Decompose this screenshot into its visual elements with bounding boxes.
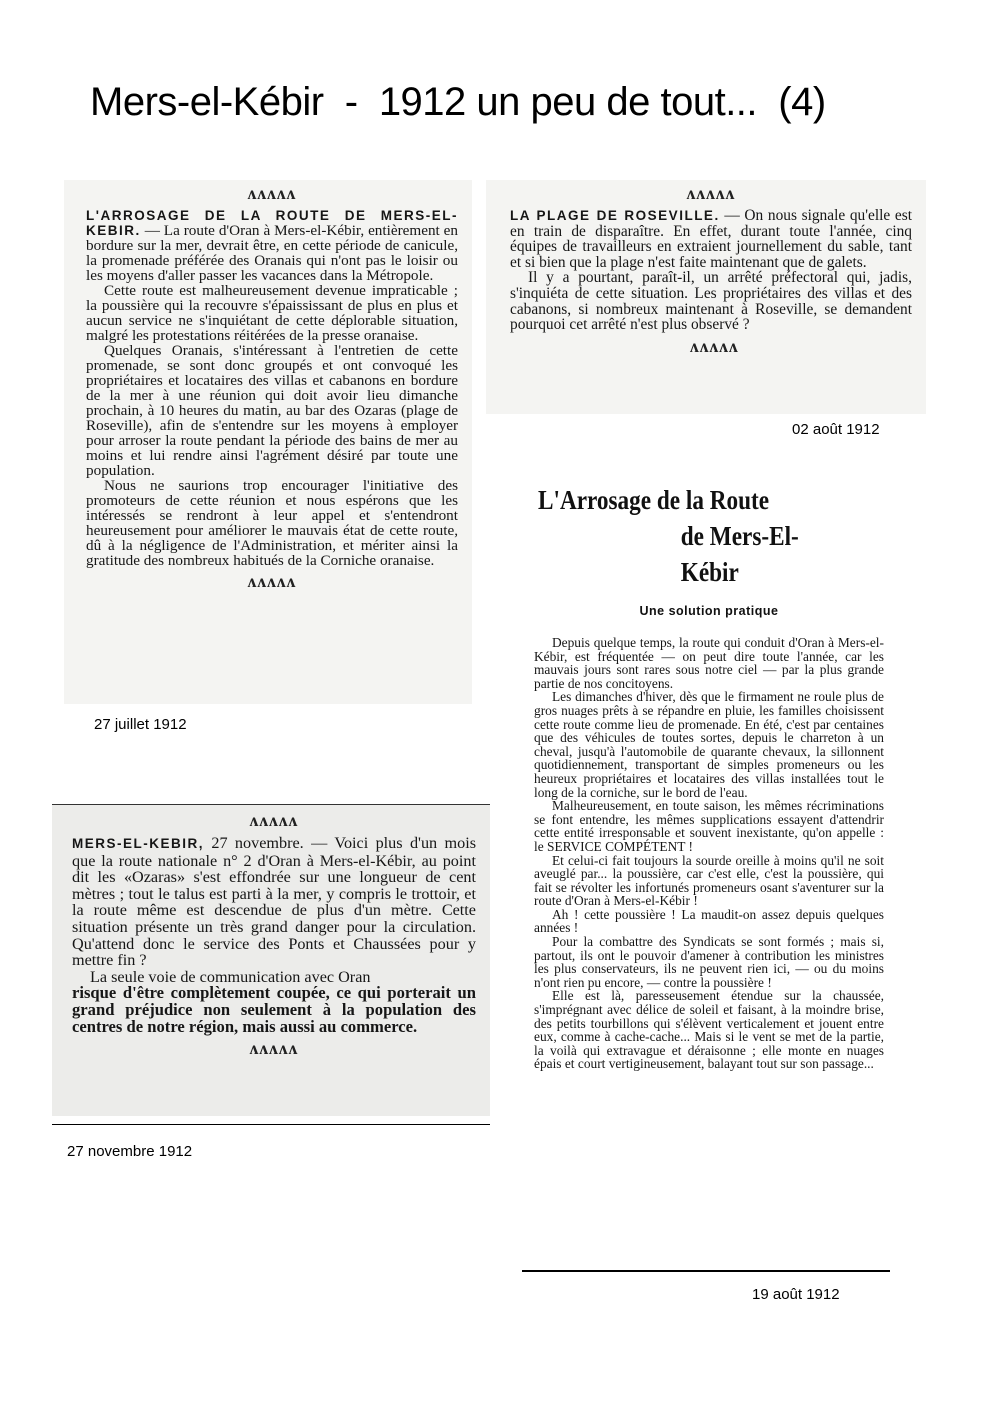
article-paragraph: Les dimanches d'hiver, dès que le firmament ne roule plus de gros nuages prêts à se répandre en pluie, les familles choisissent cette route comme lieu de promenade. En été, c'est par centaines que des véhicules de toutes sortes, depuis le charreton à un cheval, jusqu'à l'automobile de quarante chevaux, la sillonnent quotidiennement, transportant de simples promeneurs ou les heureux propriétaires et locataires des villas installées tout le long de la corniche, sur le bord de l'eau. bbox=[534, 689, 884, 800]
headline-line-2: de Mers-El-Kébir bbox=[680, 521, 799, 587]
date-caption: 19 août 1912 bbox=[752, 1286, 840, 1303]
divider bbox=[52, 1124, 490, 1125]
article-paragraph: MERS-EL-KEBIR, 27 novembre. — Voici plus d'un mois que la route nationale n° 2 d'Oran à Mers-el-Kébir, au point dit les «Ozaras» s'est effondrée sur une longueur de cent mètres ; tout le talus est parti à la mer, y compris le trottoir, et la route même est descendue de plus d'un mètre. Cette situation présente un très grand danger pour la circulation. Qu'attend donc le service des Ponts et Chaussées pour y mettre fin ? bbox=[72, 834, 476, 970]
ornament: ᴧᴧᴧᴧᴧ bbox=[686, 183, 736, 203]
article-body bbox=[534, 636, 884, 1071]
article-body bbox=[72, 835, 476, 1035]
article-body bbox=[510, 208, 912, 333]
ornament: ᴧᴧᴧᴧᴧ bbox=[247, 183, 297, 203]
article-paragraph: Nous ne saurions trop encourager l'initiative des promoteurs de cette réunion et nous espérons que les intéressés se rendront à leur appel et s'entendront heureusement pour améliorer le mauvais état de cette route, dû à la négligence de l'Administration, et mériter ainsi la gratitude des nombreux habitués de la Corniche oranaise. bbox=[86, 477, 458, 569]
headline-line-1: L'Arrosage de la Route bbox=[538, 485, 770, 515]
article-heading: L'ARROSAGE DE LA ROUTE DE MERS-EL-KEBIR. bbox=[86, 208, 458, 238]
date-caption: 02 août 1912 bbox=[792, 421, 880, 438]
article-paragraph: L'ARROSAGE DE LA ROUTE DE MERS-EL-KEBIR. — La route d'Oran à Mers-el-Kébir, entièrement en bordure sur la mer, devrait être, en cette période de canicule, la promenade préférée des Oranais qui n'ont pas le loisir ou les moyens d'aller passer les vacances dans la Métropole. bbox=[86, 208, 459, 284]
date-caption: 27 novembre 1912 bbox=[67, 1143, 193, 1160]
date-caption: 27 juillet 1912 bbox=[94, 716, 187, 733]
article-paragraph: Depuis quelque temps, la route qui conduit d'Oran à Mers-el-Kébir, est fréquentée — on peut dire toute l'année, car les mauvais jours sont rares sous notre ciel — par la plus grande partie de nos concitoyens. bbox=[534, 635, 884, 691]
clipping-arrosage-solution bbox=[522, 460, 890, 1272]
article-paragraph: Malheureusement, en toute saison, les mêmes récriminations se font entendre, les mêmes supplications essayent d'attendrir cette entité irresponsable et souvent inexistante, qu'on appelle : le SERVICE COMPÉTENT ! bbox=[534, 798, 884, 854]
article-paragraph: LA PLAGE DE ROSEVILLE. — On nous signale qu'elle est en train de disparaître. En effet, durant toute l'année, cinq équipes de travailleurs en extraient journellement du sable, tant et si bien que la plage n'est faite maintenant que de galets. bbox=[510, 207, 912, 271]
clipping-arrosage-route bbox=[64, 180, 472, 704]
article-paragraph: Elle est là, paresseusement étendue sur la chaussée, s'imprégnant avec délice de soleil et faisant, à la moindre brise, des petits tourbillons qui s'élèvent verticalement et jouent entre eux, comme à cache-cache... Mais si le vent se met de la partie, la voilà qui extravague et déraisonne ; elle monte en nuages épais et court vertigineusement, balayant tout sur son passage... bbox=[534, 988, 884, 1072]
headline bbox=[534, 482, 884, 590]
subheadline: Une solution pratique bbox=[639, 604, 779, 618]
article-paragraph: Quelques Oranais, s'intéressant à l'entretien de cette promenade, se sont donc groupés et ont convoqué les propriétaires et locataires des villas et cabanons en bordure de la mer à une réunion qui doit avoir lieu dimanche prochain, à 10 heures du matin, au bar des Ozaras (plage de Roseville), afin de s'entendre sur les moyens à employer pour arroser la route pendant la période des bains de mer au moins et lui rendre ainsi l'agrément désiré par toute une population. bbox=[86, 342, 458, 479]
ornament: ᴧᴧᴧᴧᴧ bbox=[690, 335, 739, 356]
article-paragraph: Pour la combattre des Syndicats se sont formés ; mais si, partout, ils ont le pouvoir d'amener à contribution les ministres les plus conservateurs, ils ne peuvent rien ici, — ou du moins n'ont rien pu encore, — contre la poussière ! bbox=[534, 934, 884, 990]
article-heading: MERS-EL-KEBIR, bbox=[72, 836, 204, 851]
divider bbox=[522, 1270, 890, 1272]
article-paragraph: risque d'être complètement coupée, ce qui porterait un grand préjudice non seulement à la population des centres de notre région, mais aussi au commerce. bbox=[72, 983, 476, 1036]
ornament: ᴧᴧᴧᴧᴧ bbox=[247, 571, 297, 591]
article-paragraph: Et celui-ci fait toujours la sourde oreille à moins qu'il ne soit aveuglé par... la poussière, car c'est elle, c'est la poussière, qui fait se révolter les infortunés promeneurs osant s'aventurer sur la route d'Oran à Mers-el-Kébir ! bbox=[534, 852, 884, 909]
article-paragraph: Il y a pourtant, paraît-il, un arrêté préfectoral qui, jadis, s'inquiéta de cette situation. Les propriétaires des villas et des cabanons, si nombreux maintenant à Roseville, se demandent pourquoi cet arrêté n'est plus observé ? bbox=[510, 269, 912, 334]
article-paragraph: Ah ! cette poussière ! La maudit-on assez depuis quelques années ! bbox=[534, 906, 884, 936]
clipping-plage-roseville bbox=[486, 180, 926, 414]
clipping-mers-el-kebir-route bbox=[52, 804, 490, 1116]
article-paragraph: Cette route est malheureusement devenue impraticable ; la poussière qui la recouvre s'épaississant de plus en plus et aucun service ne s'inquiétant de cette déplorable situation, malgré les protestations réitérées de la presse oranaise. bbox=[86, 282, 458, 344]
article-paragraph: La seule voie de communication avec Oran bbox=[90, 967, 371, 986]
page-title: Mers-el-Kébir - 1912 un peu de tout... (4) bbox=[90, 80, 826, 124]
ornament: ᴧᴧᴧᴧᴧ bbox=[249, 810, 299, 830]
article-heading: LA PLAGE DE ROSEVILLE. bbox=[510, 208, 720, 223]
ornament: ᴧᴧᴧᴧᴧ bbox=[249, 1038, 299, 1059]
article-body bbox=[86, 208, 458, 568]
